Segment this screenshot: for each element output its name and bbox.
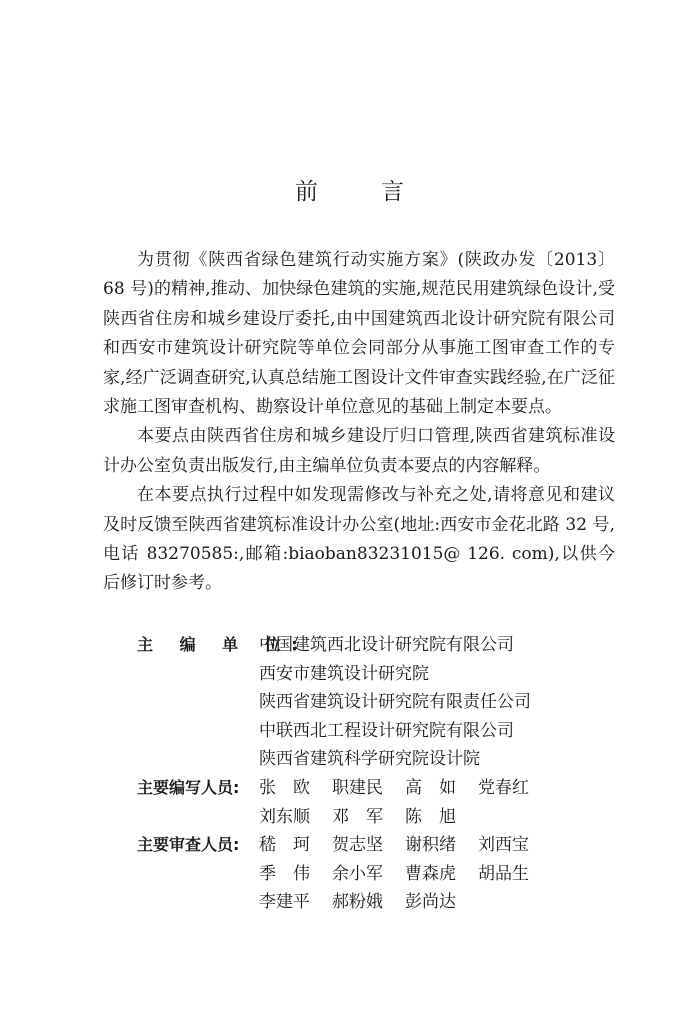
person-name: 邓 军 (332, 806, 383, 827)
main-writers (137, 774, 607, 831)
page-title: 前 言 (295, 179, 424, 206)
person-name: 谢积绪 (405, 835, 456, 856)
main-reviewers (137, 831, 607, 917)
person-name: 职建民 (332, 777, 383, 798)
credit-values (259, 774, 607, 831)
chief-editor-units (137, 631, 607, 774)
paragraph: 在本要点执行过程中如发现需修改与补充之处,请将意见和建议及时反馈至陕西省建筑标准设计办公室(地址:西安市金花北路 32 号,电话 83270585:,邮箱:biaoban83231015@ 126. com),以供今后修订时参考。 (103, 485, 615, 594)
person-name: 郝粉娥 (332, 892, 383, 913)
credit-label: 主 编 单 位: (137, 635, 309, 654)
person-name: 贺志坚 (332, 835, 383, 856)
person-name: 张 欧 (259, 777, 310, 798)
unit-name: 陕西省建筑科学研究院设计院 (259, 749, 480, 770)
person-row (259, 803, 607, 832)
person-name: 党春红 (478, 777, 529, 798)
credit-label: 主要审查人员: (137, 835, 240, 855)
person-row (259, 888, 607, 917)
unit-name: 中国建筑西北设计研究院有限公司 (259, 635, 514, 655)
person-name: 刘西宝 (478, 835, 529, 856)
person-name: 陈 旭 (405, 806, 456, 827)
person-name: 曹森虎 (405, 863, 456, 884)
person-name: 胡品生 (478, 863, 529, 884)
credit-label: 主要编写人员: (137, 777, 240, 797)
person-row (259, 860, 607, 889)
credit-values (259, 631, 607, 774)
credit-values (259, 831, 607, 917)
person-name: 嵇 珂 (259, 835, 310, 856)
paragraph: 本要点由陕西省住房和城乡建设厅归口管理,陕西省建筑标准设计办公室负责出版发行,由主编单位负责本要点的内容解释。 (103, 426, 615, 476)
credits-section (137, 631, 607, 917)
person-row (259, 774, 607, 803)
person-name: 刘东顺 (259, 806, 310, 827)
unit-name: 陕西省建筑设计研究院有限责任公司 (259, 692, 531, 713)
paragraph: 为贯彻《陕西省绿色建筑行动实施方案》(陕政办发〔2013〕68 号)的精神,推动、加快绿色建筑的实施,规范民用建筑绿色设计,受陕西省住房和城乡建设厅委托,由中国建筑西北设计研究院有限公司和西安市建筑设计研究院等单位会同部分从事施工图审查工作的专家,经广泛调查研究,认真总结施工图设计文件审查实践经验,在广泛征求施工图审查机构、勘察设计单位意见的基础上制定本要点。 (103, 250, 615, 418)
person-row (259, 831, 607, 860)
person-name: 季 伟 (259, 863, 310, 884)
preface-body (103, 246, 615, 599)
person-name: 彭尚达 (405, 892, 456, 913)
person-name: 李建平 (259, 892, 310, 913)
person-name: 余小军 (332, 863, 383, 884)
unit-name: 中联西北工程设计研究院有限公司 (259, 720, 514, 741)
person-name: 高 如 (405, 777, 456, 798)
unit-name: 西安市建筑设计研究院 (259, 663, 429, 684)
